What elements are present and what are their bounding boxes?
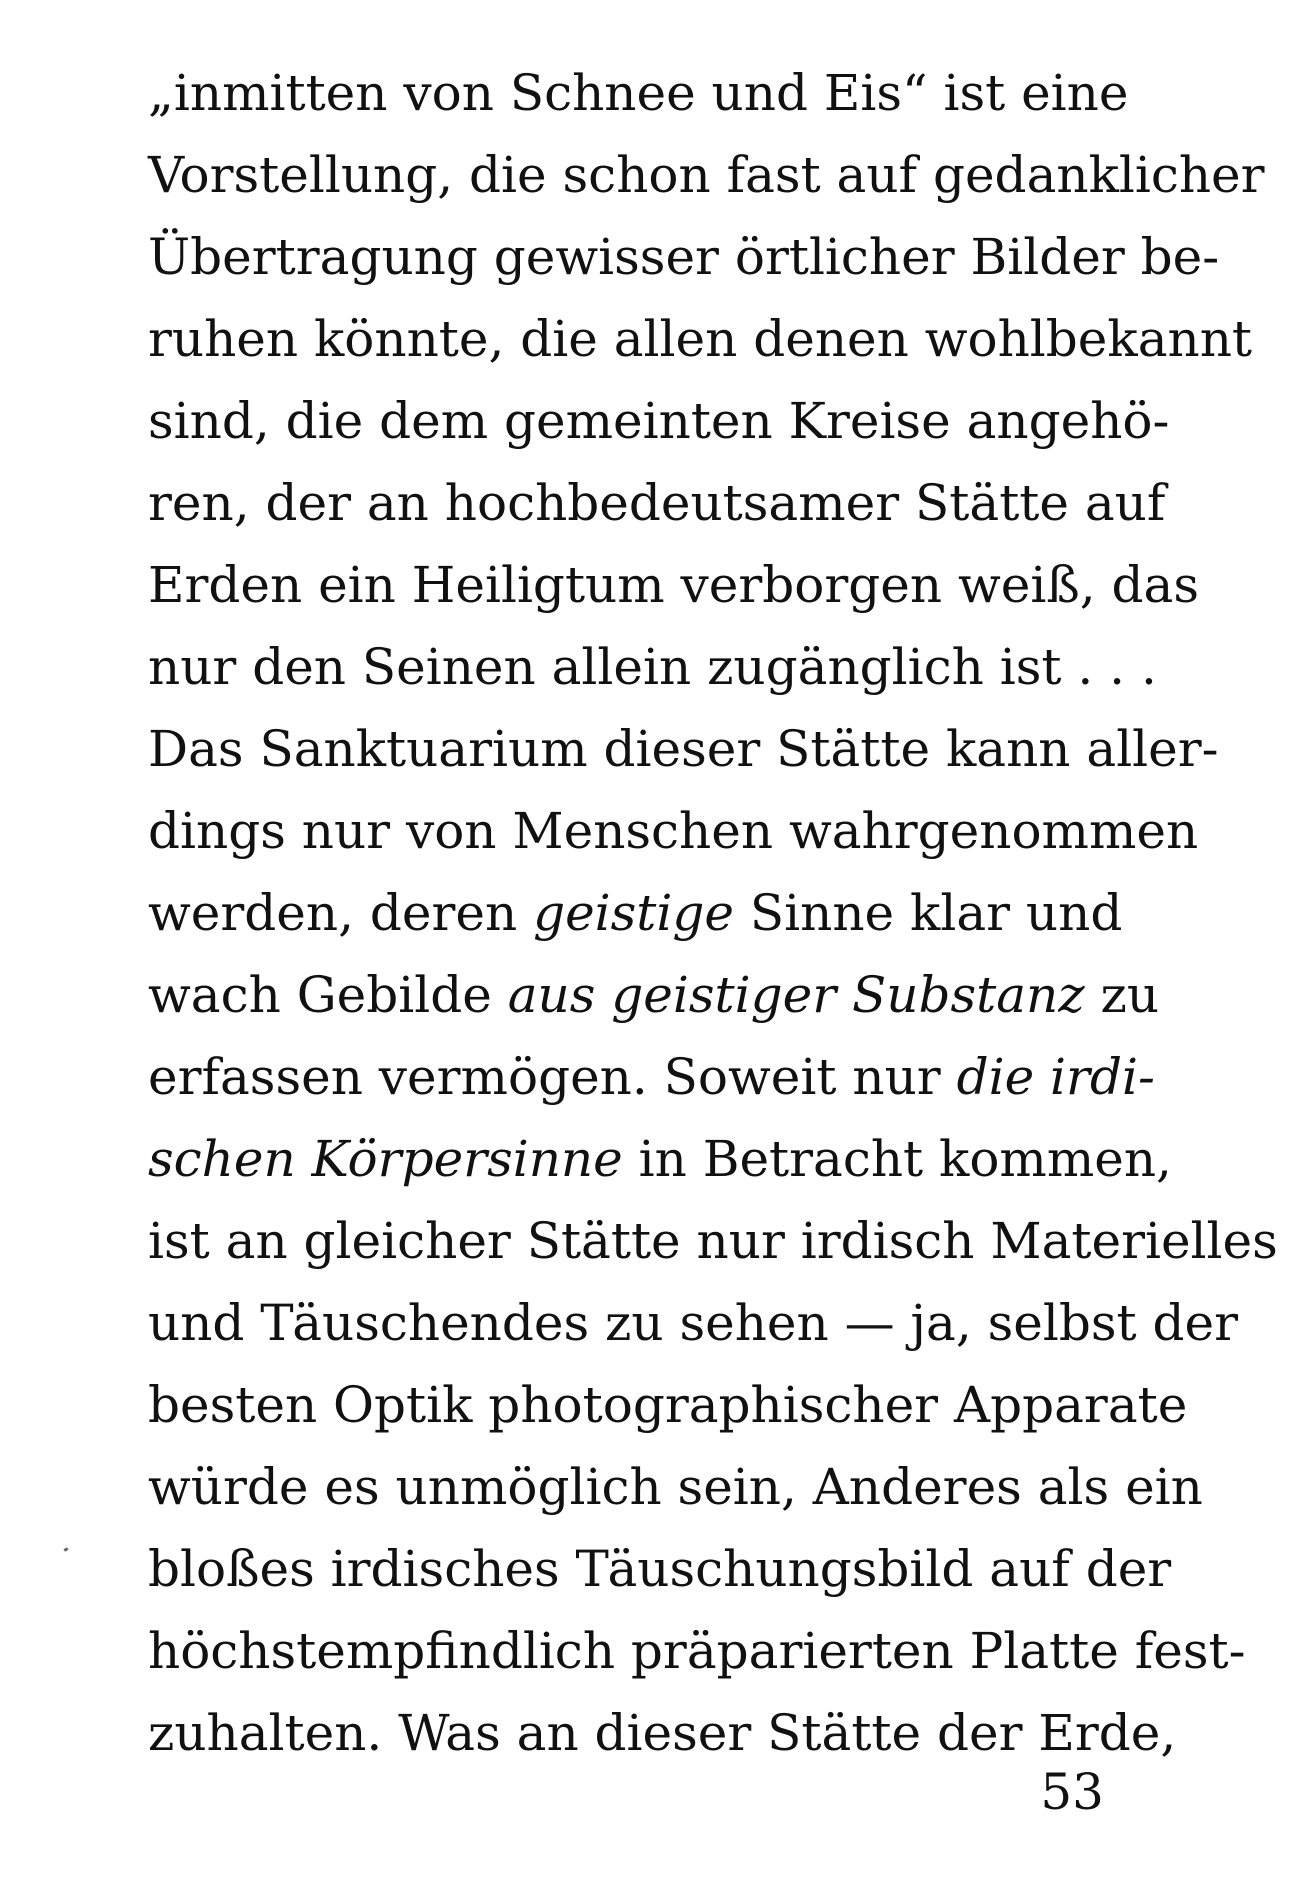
body-text [148, 52, 1278, 1774]
text-line [148, 462, 1166, 544]
text-segment: „inmitten von Schnee und Eis“ ist eine [148, 64, 1129, 122]
text-segment: Erden ein Heiligtum verborgen weiß, das [148, 556, 1200, 614]
text-line [148, 1610, 1246, 1692]
text-line [148, 134, 1265, 216]
text-segment: nur den Seinen allein zugänglich ist . . . [148, 638, 1157, 696]
text-segment: ruhen könnte, die allen denen wohlbekannt [148, 310, 1253, 368]
ink-speck [64, 1547, 69, 1552]
text-segment: sind, die dem gemeinten Kreise angehö- [148, 392, 1170, 450]
text-line [148, 1446, 1203, 1528]
text-line [148, 1282, 1238, 1364]
text-segment: Übertragung gewisser örtlicher Bilder be- [148, 228, 1220, 286]
page-number: 53 [1040, 1763, 1104, 1821]
text-segment: wach Gebilde [148, 966, 508, 1024]
text-segment: erfassen vermögen. Soweit nur [148, 1048, 957, 1106]
text-line [148, 1692, 1177, 1774]
text-segment: zu [1084, 966, 1160, 1024]
text-segment: werden, deren [148, 884, 534, 942]
text-segment: und Täuschendes zu sehen — ja, selbst der [148, 1294, 1238, 1352]
text-line [148, 216, 1220, 298]
text-segment: ren, der an hochbedeutsamer Stätte auf [148, 474, 1166, 532]
text-line [148, 1200, 1278, 1282]
emphasized-text: aus geistiger Substanz [507, 966, 1085, 1024]
text-line [148, 954, 1160, 1036]
text-segment: Vorstellung, die schon fast auf gedanklicher [148, 146, 1265, 204]
text-segment: besten Optik photographischer Apparate [148, 1376, 1188, 1434]
text-line [148, 626, 1157, 708]
text-segment: würde es unmöglich sein, Anderes als ein [148, 1458, 1203, 1516]
text-segment: Das Sanktuarium dieser Stätte kann aller- [148, 720, 1219, 778]
text-line [148, 380, 1170, 462]
text-segment: zuhalten. Was an dieser Stätte der Erde, [148, 1704, 1177, 1762]
text-line [148, 544, 1200, 626]
text-line [148, 52, 1129, 134]
text-line [148, 790, 1199, 872]
emphasized-text: schen Körpersinne [148, 1130, 623, 1188]
text-line [148, 1036, 1155, 1118]
text-segment: höchstempfindlich präparierten Platte fest- [148, 1622, 1246, 1680]
text-segment: ist an gleicher Stätte nur irdisch Materielles [148, 1212, 1278, 1270]
text-line [148, 1364, 1188, 1446]
text-line [148, 872, 1123, 954]
text-line [148, 1118, 1172, 1200]
text-segment: in Betracht kommen, [622, 1130, 1172, 1188]
text-line [148, 1528, 1172, 1610]
emphasized-text: geistige [533, 884, 734, 942]
text-segment: bloßes irdisches Täuschungsbild auf der [148, 1540, 1172, 1598]
emphasized-text: die irdi- [956, 1048, 1155, 1106]
text-line [148, 708, 1219, 790]
text-line [148, 298, 1253, 380]
text-segment: Sinne klar und [734, 884, 1123, 942]
text-segment: dings nur von Menschen wahrgenommen [148, 802, 1199, 860]
